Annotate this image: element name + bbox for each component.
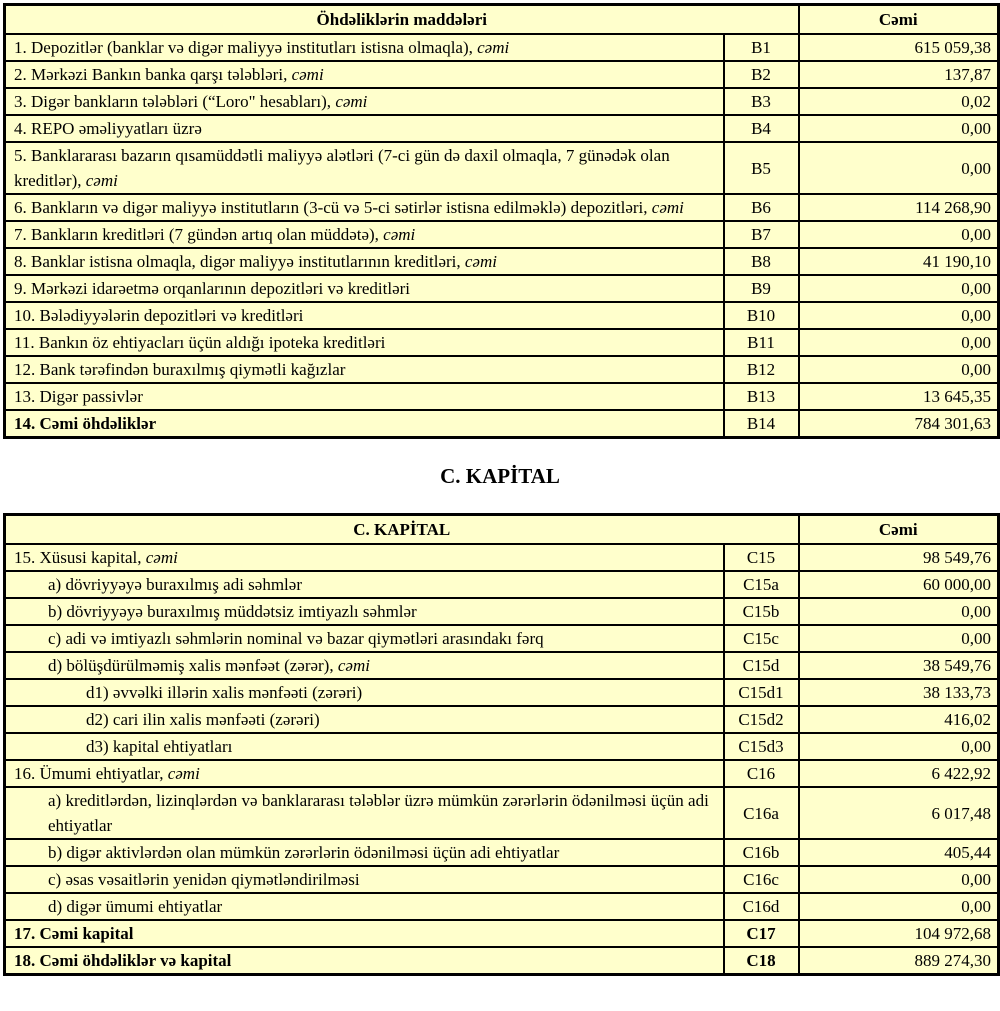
row-label-text: c) adi və imtiyazlı səhmlərin nominal və bazar qiymətləri arasındakı fərq — [48, 629, 544, 648]
row-label — [5, 34, 724, 61]
row-value: 0,02 — [799, 88, 999, 115]
row-value: 0,00 — [799, 356, 999, 383]
row-label-text: c) əsas vəsaitlərin yenidən qiymətləndirilməsi — [48, 870, 360, 889]
row-label — [5, 88, 724, 115]
row-label-text: 9. Mərkəzi idarəetmə orqanlarının depozitləri və kreditləri — [14, 279, 411, 298]
row-label — [5, 652, 724, 679]
row-label-text: b) digər aktivlərdən olan mümkün zərərlərin ödənilməsi üçün adi ehtiyatlar — [48, 843, 560, 862]
row-value: 0,00 — [799, 275, 999, 302]
row-label — [5, 598, 724, 625]
table-row — [5, 866, 999, 893]
row-value: 784 301,63 — [799, 410, 999, 438]
row-code: B10 — [724, 302, 799, 329]
row-code: C16d — [724, 893, 799, 920]
row-label — [5, 142, 724, 194]
row-code: B4 — [724, 115, 799, 142]
row-label — [5, 947, 724, 975]
row-label — [5, 706, 724, 733]
row-label-text: 15. Xüsusi kapital, — [14, 548, 146, 567]
row-label — [5, 329, 724, 356]
section-title: C. KAPİTAL — [3, 439, 997, 513]
table-row — [5, 679, 999, 706]
row-label — [5, 787, 724, 839]
table-row — [5, 248, 999, 275]
row-value: 41 190,10 — [799, 248, 999, 275]
row-value: 0,00 — [799, 598, 999, 625]
row-value: 889 274,30 — [799, 947, 999, 975]
table-row — [5, 410, 999, 438]
row-value: 104 972,68 — [799, 920, 999, 947]
row-label-italic-suffix: cəmi — [167, 764, 200, 783]
capital-header-row — [5, 515, 999, 545]
row-code: C16a — [724, 787, 799, 839]
table-row — [5, 706, 999, 733]
row-label — [5, 383, 724, 410]
table-row — [5, 275, 999, 302]
row-value: 0,00 — [799, 625, 999, 652]
row-label-text: b) dövriyyəyə buraxılmış müddətsiz imtiyazlı səhmlər — [48, 602, 417, 621]
row-code: C16b — [724, 839, 799, 866]
table-row — [5, 88, 999, 115]
table-row — [5, 571, 999, 598]
row-label-text: 4. REPO əməliyyatları üzrə — [14, 119, 202, 138]
row-label-text: a) dövriyyəyə buraxılmış adi səhmlər — [48, 575, 302, 594]
row-code: B14 — [724, 410, 799, 438]
row-label-text: 8. Banklar istisna olmaqla, digər maliyyə institutlarının kreditləri, — [14, 252, 465, 271]
table-row — [5, 356, 999, 383]
row-label-text: d1) əvvəlki illərin xalis mənfəəti (zərəri) — [86, 683, 363, 702]
row-value: 13 645,35 — [799, 383, 999, 410]
row-label-text: d3) kapital ehtiyatları — [86, 737, 233, 756]
row-label — [5, 571, 724, 598]
row-code: B3 — [724, 88, 799, 115]
row-value: 0,00 — [799, 302, 999, 329]
row-label — [5, 893, 724, 920]
row-value: 6 422,92 — [799, 760, 999, 787]
row-label-text: 5. Banklararası bazarın qısamüddətli maliyyə alətləri (7-ci gün də daxil olmaqla, 7 günədək olan kreditlər), — [14, 146, 670, 190]
table-row — [5, 839, 999, 866]
row-code: B9 — [724, 275, 799, 302]
row-label-italic-suffix: cəmi — [651, 198, 684, 217]
row-label — [5, 920, 724, 947]
row-code: B6 — [724, 194, 799, 221]
row-value: 405,44 — [799, 839, 999, 866]
row-code: C15d — [724, 652, 799, 679]
table-row — [5, 142, 999, 194]
table-row — [5, 194, 999, 221]
row-value: 38 549,76 — [799, 652, 999, 679]
liabilities-header-row — [5, 5, 999, 35]
row-value: 38 133,73 — [799, 679, 999, 706]
row-label-text: 2. Mərkəzi Bankın banka qarşı tələbləri, — [14, 65, 292, 84]
row-value: 0,00 — [799, 733, 999, 760]
table-row — [5, 221, 999, 248]
row-label-italic-suffix: cəmi — [337, 656, 370, 675]
row-value: 0,00 — [799, 221, 999, 248]
capital-table — [3, 513, 1000, 976]
table-row — [5, 34, 999, 61]
row-label — [5, 194, 724, 221]
row-code: C17 — [724, 920, 799, 947]
row-label-text: 17. Cəmi kapital — [14, 924, 134, 943]
row-value: 0,00 — [799, 115, 999, 142]
row-label — [5, 248, 724, 275]
capital-header-total: Cəmi — [799, 515, 999, 545]
table-row — [5, 383, 999, 410]
row-code: C15c — [724, 625, 799, 652]
row-label-text: 7. Bankların kreditləri (7 gündən artıq olan müddətə), — [14, 225, 384, 244]
row-label-text: 13. Digər passivlər — [14, 387, 143, 406]
row-label-text: 16. Ümumi ehtiyatlar, — [14, 764, 168, 783]
table-row — [5, 947, 999, 975]
row-code: B13 — [724, 383, 799, 410]
row-label — [5, 410, 724, 438]
row-value: 0,00 — [799, 329, 999, 356]
row-code: B1 — [724, 34, 799, 61]
row-label-text: 3. Digər bankların tələbləri (“Loro" hesabları), — [14, 92, 336, 111]
capital-header-title: C. KAPİTAL — [5, 515, 799, 545]
row-label-italic-suffix: cəmi — [85, 171, 118, 190]
row-label — [5, 115, 724, 142]
row-label — [5, 302, 724, 329]
table-row — [5, 598, 999, 625]
row-label — [5, 839, 724, 866]
table-row — [5, 625, 999, 652]
row-value: 60 000,00 — [799, 571, 999, 598]
row-value: 0,00 — [799, 866, 999, 893]
row-value: 137,87 — [799, 61, 999, 88]
row-code: C15 — [724, 544, 799, 571]
row-code: C18 — [724, 947, 799, 975]
table-row — [5, 302, 999, 329]
row-code: B7 — [724, 221, 799, 248]
row-label-italic-suffix: cəmi — [335, 92, 368, 111]
row-label-text: d) digər ümumi ehtiyatlar — [48, 897, 223, 916]
row-label-italic-suffix: cəmi — [383, 225, 416, 244]
table-row — [5, 733, 999, 760]
row-label — [5, 866, 724, 893]
row-code: C15d1 — [724, 679, 799, 706]
row-value: 416,02 — [799, 706, 999, 733]
row-label-text: d2) cari ilin xalis mənfəəti (zərəri) — [86, 710, 320, 729]
table-row — [5, 652, 999, 679]
row-value: 0,00 — [799, 142, 999, 194]
row-value: 6 017,48 — [799, 787, 999, 839]
row-label — [5, 733, 724, 760]
row-label — [5, 625, 724, 652]
row-label — [5, 275, 724, 302]
row-value: 615 059,38 — [799, 34, 999, 61]
row-label-italic-suffix: cəmi — [477, 38, 510, 57]
row-label-text: 6. Bankların və digər maliyyə institutların (3-cü və 5-ci sətirlər istisna edilməklə) depozitləri, — [14, 198, 652, 217]
row-label — [5, 356, 724, 383]
liabilities-table — [3, 3, 1000, 439]
row-code: C15d2 — [724, 706, 799, 733]
row-code: C16 — [724, 760, 799, 787]
row-label — [5, 679, 724, 706]
row-label-text: 11. Bankın öz ehtiyacları üçün aldığı ipoteka kreditləri — [14, 333, 386, 352]
row-code: B8 — [724, 248, 799, 275]
row-label-italic-suffix: cəmi — [145, 548, 178, 567]
row-label-text: 12. Bank tərəfindən buraxılmış qiymətli kağızlar — [14, 360, 346, 379]
table-row — [5, 920, 999, 947]
row-label-text: d) bölüşdürülməmiş xalis mənfəət (zərər), — [48, 656, 338, 675]
row-code: B11 — [724, 329, 799, 356]
row-code: B5 — [724, 142, 799, 194]
row-label-text: a) kreditlərdən, lizinqlərdən və banklararası tələblər üzrə mümkün zərərlərin ödənilməsi üçün adi ehtiyatlar — [48, 791, 709, 835]
row-label-italic-suffix: cəmi — [464, 252, 497, 271]
row-code: C15a — [724, 571, 799, 598]
table-row — [5, 61, 999, 88]
row-label-text: 18. Cəmi öhdəliklər və kapital — [14, 951, 232, 970]
row-code: C16c — [724, 866, 799, 893]
row-code: C15d3 — [724, 733, 799, 760]
row-value: 0,00 — [799, 893, 999, 920]
row-label — [5, 221, 724, 248]
row-label-text: 14. Cəmi öhdəliklər — [14, 414, 157, 433]
row-code: C15b — [724, 598, 799, 625]
table-row — [5, 787, 999, 839]
row-label-text: 10. Bələdiyyələrin depozitləri və kreditləri — [14, 306, 304, 325]
row-label — [5, 61, 724, 88]
row-code: B12 — [724, 356, 799, 383]
row-label-text: 1. Depozitlər (banklar və digər maliyyə institutları istisna olmaqla), — [14, 38, 478, 57]
row-value: 98 549,76 — [799, 544, 999, 571]
table-row — [5, 544, 999, 571]
liabilities-header-total: Cəmi — [799, 5, 999, 35]
liabilities-header-title: Öhdəliklərin maddələri — [5, 5, 799, 35]
row-label — [5, 760, 724, 787]
table-row — [5, 115, 999, 142]
table-row — [5, 893, 999, 920]
table-row — [5, 329, 999, 356]
row-value: 114 268,90 — [799, 194, 999, 221]
row-label-italic-suffix: cəmi — [291, 65, 324, 84]
row-label — [5, 544, 724, 571]
table-row — [5, 760, 999, 787]
row-code: B2 — [724, 61, 799, 88]
